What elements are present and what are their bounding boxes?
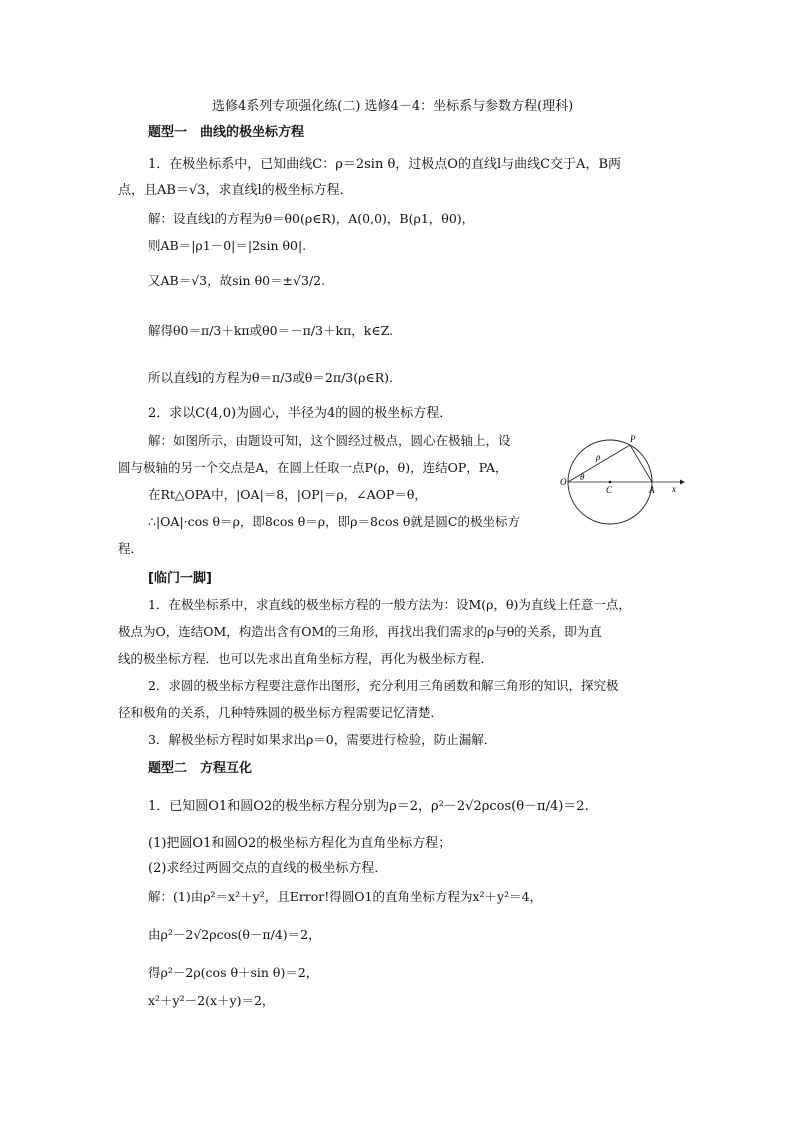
segment-op: [568, 445, 630, 482]
axis-arrow: [680, 480, 685, 485]
section-2-solution-line-1: 解：(1)由ρ²＝x²＋y²，且Error!得圆O1的直角坐标方程为x²＋y²＝4，: [148, 889, 543, 904]
question-2-1: 1．已知圆O1和圆O2的极坐标方程分别为ρ＝2，ρ²－2√2ρcos(θ－π/4)＝2.: [148, 799, 589, 814]
section-2-solution-line-4: x²＋y²－2(x＋y)＝2，: [148, 993, 275, 1008]
tip-1-line-2: 极点为O，连结OM，构造出含有OM的三角形，再找出我们需求的ρ与θ的关系，即为直: [118, 624, 602, 639]
section-2-solution-line-3: 得ρ²－2ρ(cos θ＋sin θ)＝2，: [148, 965, 319, 980]
center-point: [609, 481, 612, 484]
tip-1-line-1: 1．在极坐标系中，求直线的极坐标方程的一般方法为：设M(ρ，θ)为直线上任意一点，: [148, 597, 631, 612]
section-2-solution-line-2: 由ρ²－2√2ρcos(θ－π/4)＝2，: [148, 927, 321, 942]
tip-2-line-2: 径和极角的关系，几种特殊圆的极坐标方程需要记忆清楚．: [118, 705, 444, 720]
label-theta: θ: [580, 472, 585, 482]
label-o: O: [560, 477, 567, 487]
solution-2-line-1: 解：如图所示，由题设可知，这个圆经过极点，圆心在极轴上，设: [148, 433, 511, 448]
solution-1-line-5: 所以直线l的方程为θ＝π/3或θ＝2π/3(ρ∈R).: [148, 370, 394, 385]
solution-2-line-3: 在Rt△OPA中，|OA|＝8，|OP|＝ρ，∠AOP＝θ，: [148, 487, 427, 502]
label-x: x: [672, 484, 676, 494]
solution-2-line-4: ∴|OA|·cos θ＝ρ，即8cos θ＝ρ，即ρ＝8cos θ就是圆C的极坐标方: [148, 514, 520, 529]
solution-1-line-2: 则AB＝|ρ1－0|＝|2sin θ0|.: [148, 238, 307, 253]
section-heading-1: 题型一 曲线的极坐标方程: [148, 125, 305, 140]
solution-2-line-5: 程．: [118, 541, 144, 556]
solution-1-line-4: 解得θ0＝π/3＋kπ或θ0＝－π/3＋kπ，k∈Z.: [148, 323, 394, 338]
question-1-line-1: 1．在极坐标系中，已知曲线C：ρ＝2sin θ，过极点O的直线l与曲线C交于A，B两: [148, 157, 621, 172]
solution-1-line-1: 解：设直线l的方程为θ＝θ0(ρ∈R)，A(0,0)，B(ρ1，θ0)，: [148, 211, 475, 226]
label-rho: ρ: [596, 452, 601, 462]
tip-2-line-1: 2．求圆的极坐标方程要注意作出图形，充分利用三角函数和解三角形的知识，探究极: [148, 678, 619, 693]
question-2-1b: (2)求经过两圆交点的直线的极坐标方程．: [148, 861, 388, 876]
tip-1-line-3: 线的极坐标方程．也可以先求出直角坐标方程，再化为极坐标方程．: [118, 651, 494, 666]
tips-heading: [临门一脚]: [148, 571, 212, 586]
label-a: A: [649, 485, 655, 495]
segment-pa: [630, 445, 652, 482]
circle-figure: [560, 430, 685, 545]
section-heading-2: 题型二 方程互化: [148, 761, 253, 776]
solution-2-line-2: 圆与极轴的另一个交点是A，在圆上任取一点P(ρ，θ)，连结OP，PA，: [118, 460, 508, 475]
solution-1-line-3: 又AB＝√3，故sin θ0＝±√3/2.: [148, 273, 326, 288]
question-2: 2．求以C(4,0)为圆心，半径为4的圆的极坐标方程．: [148, 406, 453, 421]
label-p: P: [630, 434, 636, 444]
page-title: 选修4系列专项强化练(二) 选修4－4：坐标系与参数方程(理科): [212, 99, 574, 114]
question-2-1a: (1)把圆O1和圆O2的极坐标方程化为直角坐标方程；: [148, 836, 452, 851]
tip-3: 3．解极坐标方程时如果求出ρ＝0，需要进行检验，防止漏解．: [148, 732, 497, 747]
label-c: C: [606, 485, 613, 495]
circle-diagram: [560, 430, 685, 545]
question-1-line-2: 点，且AB＝√3，求直线l的极坐标方程．: [118, 183, 353, 198]
